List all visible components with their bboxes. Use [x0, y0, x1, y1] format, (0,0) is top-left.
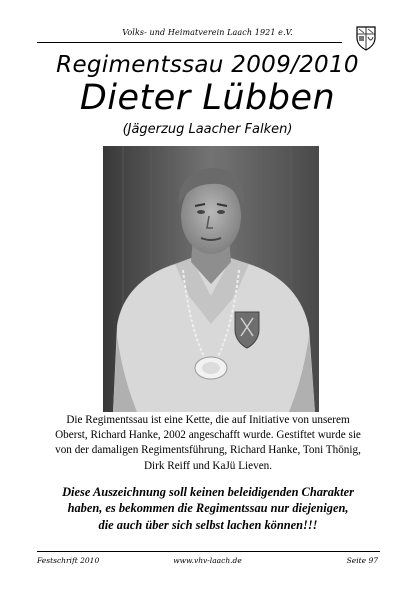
footer-page-number: Seite 97: [346, 556, 378, 565]
recipient-group: (Jägerzug Laacher Falken): [122, 122, 293, 137]
portrait-photo: [103, 146, 319, 412]
portrait-illustration: [103, 146, 319, 412]
crest-icon: [355, 25, 377, 51]
emphasis-line: Diese Auszeichnung soll keinen beleidigenden Charakter: [62, 485, 354, 499]
body-paragraph: [36, 413, 380, 474]
emphasis-line: haben, es bekommen die Regimentssau nur diejenigen,: [67, 501, 349, 516]
body-line: Oberst, Richard Hanke, 2002 angeschafft wurde. Gestiftet wurde sie: [55, 429, 361, 442]
header-divider: [37, 42, 342, 43]
body-line: Die Regimentssau ist eine Kette, die auf Initiative von unserem: [66, 414, 350, 426]
header-organization: Volks- und Heimatverein Laach 1921 e.V.: [122, 28, 293, 37]
body-line: von der damaligen Regimentsführung, Richard Hanke, Toni Thönig,: [55, 444, 361, 457]
footer-website-link[interactable]: www.vhv-laach.de: [173, 556, 242, 565]
award-title: Regimentssau 2009/2010: [56, 52, 359, 78]
recipient-name: Dieter Lübben: [79, 78, 336, 118]
footer-divider: [37, 551, 380, 552]
footer-publication: Festschrift 2010: [37, 556, 100, 565]
body-line: Dirk Reiff und KaJü Lieven.: [143, 459, 273, 472]
emphasis-line: die auch über sich selbst lachen können!!!: [98, 517, 318, 532]
emphasis-paragraph: [30, 484, 386, 533]
